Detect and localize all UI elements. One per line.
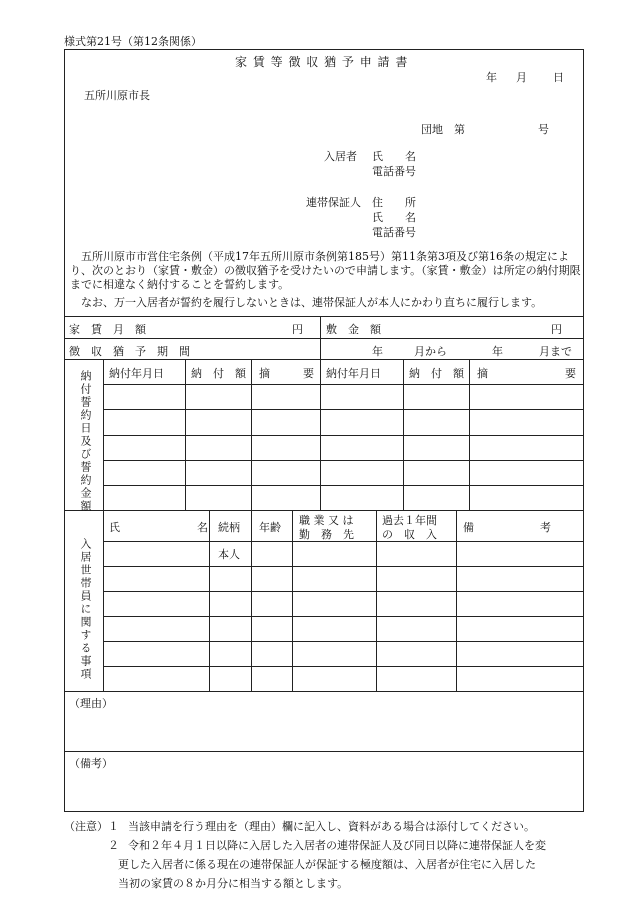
household-header-occupation-1: 職 業 又 は [299,514,354,527]
pledge-header-summary-2: 摘 要 [477,367,576,380]
guarantor-phone-label: 電話番号 [372,226,416,239]
pledge-side-label: 納付誓約日及び誓約金額 [79,370,92,513]
note-1-number: １ [108,820,119,833]
period-label: 徴 収 猶 予 期 間 [69,345,190,358]
pledge-header-date-2: 納付年月日 [326,367,381,380]
form-title: 家 賃 等 徴 収 猶 予 申 請 書 [235,55,409,69]
household-header-relation: 続柄 [218,521,240,534]
period-until: 月まで [539,345,572,358]
reason-label: （理由） [69,697,113,710]
period-year-1: 年 [372,345,383,358]
household-header-occupation-2: 勤 務 先 [299,528,354,541]
addressee: 五所川原市長 [84,89,150,102]
deposit-label: 敷 金 額 [326,323,381,336]
pledge-header-date-1: 納付年月日 [109,367,164,380]
note-2-number: ２ [108,839,119,852]
note-2-line-2: 更した入居者に係る現在の連帯保証人が保証する極度額は、入居者が住宅に入居した [118,858,536,871]
date-month: 月 [516,71,527,84]
complex-suffix: 号 [538,123,549,136]
period-year-2: 年 [492,345,503,358]
note-2-line-1: 令和２年４月１日以降に入居した入居者の連帯保証人及び同日以降に連帯保証人を変 [128,839,546,852]
household-header-age: 年齢 [259,521,281,534]
note-2-line-3: 当初の家賃の８か月分に相当する額とします。 [118,877,349,890]
household-header-remarks: 備 考 [463,521,551,534]
date-day: 日 [553,71,564,84]
date-year: 年 [486,71,497,84]
household-header-income-1: 過去１年間 [382,514,437,527]
household-header-name: 氏 名 [109,521,208,534]
rent-label: 家 賃 月 額 [69,323,146,336]
pledge-header-amount-1: 納 付 額 [191,367,246,380]
applicant-name-label: 氏 名 [372,150,416,163]
pledge-header-summary-1: 摘 要 [259,367,314,380]
remarks-label: （備考） [69,757,113,770]
applicant-phone-label: 電話番号 [372,165,416,178]
body-paragraph-1: 五所川原市市営住宅条例（平成17年五所川原市条例第185号）第11条第3項及び第16条の規定により、次のとおり（家賃・敷金）の徴収猶予を受けたいので申請します。（家賃・敷金）は所定の納付期限までに相違なく納付することを誓約します。 [70,250,581,291]
notes-label: （注意） [64,820,108,833]
complex-label: 団地 第 [421,123,465,136]
guarantor-address-label: 住 所 [372,196,416,209]
household-header-income-2: の 収 入 [382,528,437,541]
pledge-header-amount-2: 納 付 額 [409,367,464,380]
household-first-relation: 本人 [218,548,240,561]
applicant-label: 入居者 [324,150,357,163]
guarantor-label: 連帯保証人 [306,196,361,209]
period-from: 月から [414,345,447,358]
rent-unit: 円 [292,323,303,336]
guarantor-name-label: 氏 名 [372,211,416,224]
deposit-unit: 円 [551,323,562,336]
form-number: 様式第21号（第12条関係） [64,35,202,48]
note-1-text: 当該申請を行う理由を（理由）欄に記入し、資料がある場合は添付してください。 [128,820,535,833]
household-side-label: 入居世帯員に関する事項 [79,538,92,681]
body-paragraph-2: なお、万一入居者が誓約を履行しないときは、連帯保証人が本人にかわり直ちに履行します。 [81,296,543,309]
